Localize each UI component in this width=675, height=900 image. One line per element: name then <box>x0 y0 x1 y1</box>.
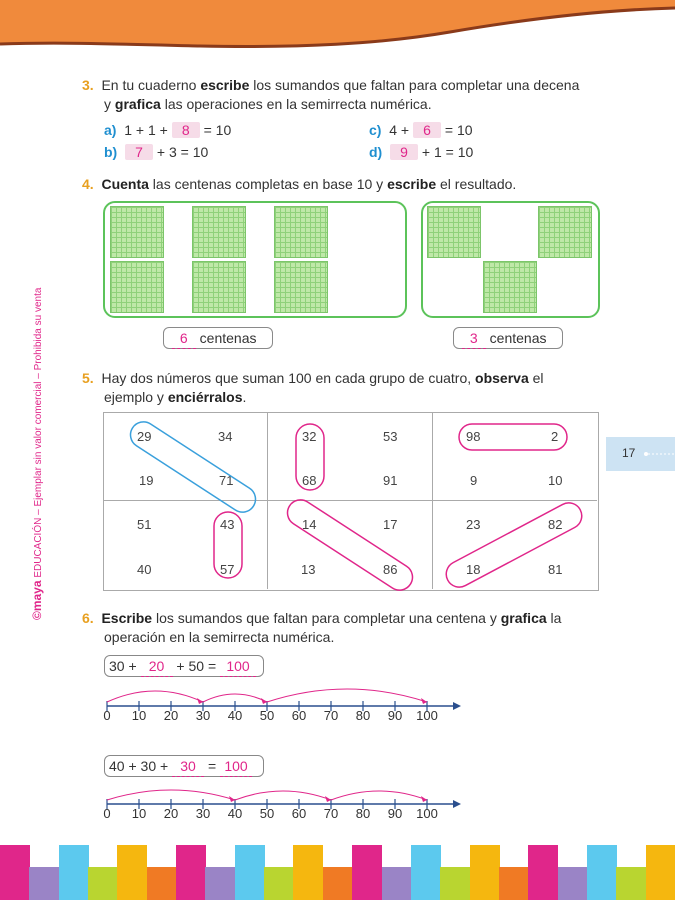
loop-43-57 <box>214 512 242 578</box>
footer-stripe <box>117 845 147 900</box>
footer-stripe <box>29 867 59 900</box>
ex3-item-a: a) 1 + 1 + 8 = 10 <box>104 122 232 138</box>
loop-14-86 <box>283 495 418 595</box>
loop-32-68 <box>296 424 324 490</box>
cell-number: 98 <box>466 429 481 444</box>
cell-number: 68 <box>302 473 317 488</box>
number-line-tick-label: 100 <box>416 806 438 821</box>
footer-stripe <box>587 845 617 900</box>
footer-stripe <box>646 845 675 900</box>
cell-number: 51 <box>137 517 152 532</box>
page-number: 17 <box>622 446 636 460</box>
ex4-right-answer-box: 3 centenas <box>453 327 563 349</box>
cell-number: 29 <box>137 429 152 444</box>
number-line-tick-label: 100 <box>416 708 438 723</box>
number-line-tick-label: 20 <box>163 806 179 821</box>
cell-number: 91 <box>383 473 398 488</box>
footer-stripe <box>558 867 588 900</box>
number-line-tick-label: 30 <box>195 806 211 821</box>
ex6-instruction-line1: 6. Escribe los sumandos que faltan para completar una centena y grafica la <box>82 610 562 626</box>
footer-stripe <box>235 845 265 900</box>
cell-number: 34 <box>218 429 233 444</box>
footer-stripe <box>88 867 118 900</box>
cell-number: 43 <box>220 517 235 532</box>
number-line-tick-label: 0 <box>103 708 111 723</box>
cell-number: 19 <box>139 473 154 488</box>
footer-stripe <box>616 867 646 900</box>
ex6-equation-1: 30 + 20 + 50 = 100 <box>104 655 264 677</box>
footer-stripe <box>0 845 30 900</box>
footer-stripe <box>499 867 529 900</box>
cell-number: 2 <box>551 429 559 444</box>
ex3-item-b: b) 7 + 3 = 10 <box>104 144 209 160</box>
footer-stripe <box>264 867 294 900</box>
footer-stripe <box>411 845 441 900</box>
footer-stripe <box>352 845 382 900</box>
ex3-item-d: d) 9 + 1 = 10 <box>369 144 474 160</box>
footer-stripe <box>293 845 323 900</box>
footer-stripe <box>440 867 470 900</box>
footer-stripe <box>59 845 89 900</box>
number-line-tick-label: 10 <box>131 708 147 723</box>
loop-82-18 <box>442 498 587 591</box>
ex3-instruction-line1: 3. En tu cuaderno escribe los sumandos que faltan para completar una decena <box>82 77 580 93</box>
cell-number: 23 <box>466 517 481 532</box>
ex3-b-answer[interactable]: 7 <box>125 144 153 160</box>
number-line-tick-label: 90 <box>387 806 403 821</box>
number-line-tick-label: 20 <box>163 708 179 723</box>
number-line-tick-label: 60 <box>291 708 307 723</box>
footer-stripe <box>382 867 412 900</box>
ex6-eq2-answer[interactable]: 30 <box>172 756 204 777</box>
number-line-tick-label: 80 <box>355 708 371 723</box>
cell-number: 57 <box>220 562 235 577</box>
example-loop <box>126 417 261 517</box>
footer-stripe <box>470 845 500 900</box>
ex3-instruction-line2: y grafica las operaciones en la semirrecta numérica. <box>104 96 432 112</box>
number-line-tick-label: 80 <box>355 806 371 821</box>
cell-number: 14 <box>302 517 317 532</box>
ex3-a-answer[interactable]: 8 <box>172 122 200 138</box>
number-line-tick-label: 60 <box>291 806 307 821</box>
footer-stripes <box>0 845 675 900</box>
ex6-instruction-line2: operación en la semirrecta numérica. <box>104 629 335 645</box>
cell-number: 18 <box>466 562 481 577</box>
ex4-left-answer[interactable]: 6 <box>172 328 196 349</box>
cell-number: 10 <box>548 473 563 488</box>
ex3-item-c: c) 4 + 6 = 10 <box>369 122 473 138</box>
ex3-d-answer[interactable]: 9 <box>390 144 418 160</box>
ex6-equation-2: 40 + 30 + 30 = 100 <box>104 755 264 777</box>
number-line-2-labels <box>95 806 475 826</box>
footer-stripe <box>205 867 235 900</box>
cell-number: 81 <box>548 562 563 577</box>
ex6-eq1-answer[interactable]: 20 <box>141 656 173 677</box>
number-line-tick-label: 70 <box>323 708 339 723</box>
cell-number: 32 <box>302 429 317 444</box>
footer-stripe <box>528 845 558 900</box>
ex6-eq1-result[interactable]: 100 <box>220 656 256 677</box>
ex5-instruction-line1: 5. Hay dos números que suman 100 en cada grupo de cuatro, observa el <box>82 370 544 386</box>
cell-number: 17 <box>383 517 398 532</box>
loop-98-2 <box>459 424 567 450</box>
footer-stripe <box>176 845 206 900</box>
cell-number: 71 <box>219 473 234 488</box>
ex4-right-answer[interactable]: 3 <box>462 328 486 349</box>
number-line-tick-label: 90 <box>387 708 403 723</box>
copyright-side-text: ©maya EDUCACIÓN – Ejemplar sin valor comercial – Prohibida su venta <box>30 287 44 620</box>
cell-number: 82 <box>548 517 563 532</box>
footer-stripe <box>323 867 353 900</box>
number-line-tick-label: 40 <box>227 806 243 821</box>
ex5-instruction-line2: ejemplo y enciérralos. <box>104 389 247 405</box>
number-line-tick-label: 10 <box>131 806 147 821</box>
number-line-tick-label: 40 <box>227 708 243 723</box>
ex4-left-answer-box: 6 centenas <box>163 327 273 349</box>
ex4-instruction: 4. Cuenta las centenas completas en base 10 y escribe el resultado. <box>82 176 517 192</box>
ex3-c-answer[interactable]: 6 <box>413 122 441 138</box>
footer-stripe <box>147 867 177 900</box>
number-line-tick-label: 0 <box>103 806 111 821</box>
number-line-tick-label: 70 <box>323 806 339 821</box>
cell-number: 9 <box>470 473 478 488</box>
ex6-eq2-result[interactable]: 100 <box>220 756 252 777</box>
cell-number: 40 <box>137 562 152 577</box>
cell-number: 86 <box>383 562 398 577</box>
cell-number: 13 <box>301 562 316 577</box>
cell-number: 53 <box>383 429 398 444</box>
number-line-tick-label: 50 <box>259 806 275 821</box>
number-line-1-labels <box>95 708 475 728</box>
number-line-tick-label: 30 <box>195 708 211 723</box>
number-line-tick-label: 50 <box>259 708 275 723</box>
